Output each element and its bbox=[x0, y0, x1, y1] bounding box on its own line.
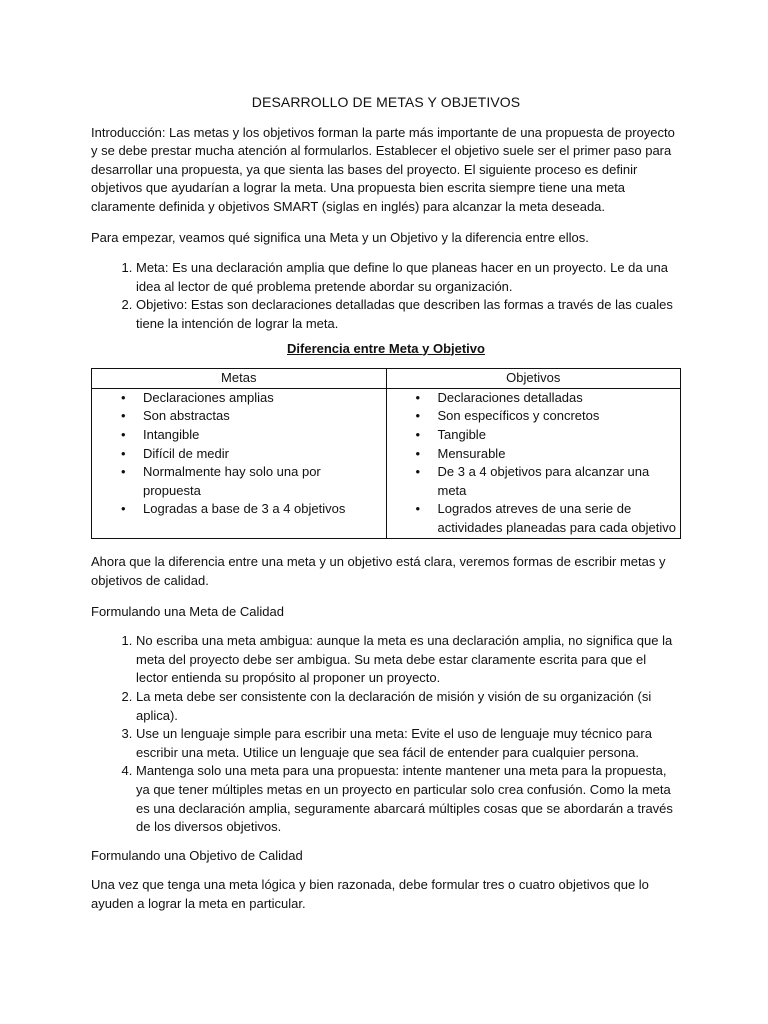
objetivos-list-item: • Mensurable bbox=[438, 445, 677, 464]
objetivos-list-item: • Declaraciones detalladas bbox=[438, 389, 677, 408]
metas-list-item: • Logradas a base de 3 a 4 objetivos bbox=[143, 500, 382, 519]
metas-list bbox=[96, 389, 382, 519]
definition-item-meta: 1. Meta: Es una declaración amplia que define lo que planeas hacer en un proyecto. Le da una idea al lector de qué problema pretende abordar su organización. bbox=[136, 259, 681, 296]
metas-list-item: • Declaraciones amplias bbox=[143, 389, 382, 408]
goal-list-item: 4. Mantenga solo una meta para una propuesta: intente mantener una meta para la propuesta, ya que tener múltiples metas en un proyecto en particular solo crea confusión. Como la meta es una declaración amplia, seguramente abarcará múltiples cosas que se abordarán a través de los diversos objetivos. bbox=[136, 762, 681, 836]
objective-section-heading: Formulando una Objetivo de Calidad bbox=[91, 847, 303, 863]
definitions-list bbox=[91, 259, 681, 333]
metas-list-item: • Normalmente hay solo una por propuesta bbox=[143, 463, 382, 500]
objetivos-list-item: • Logrados atreves de una serie de actividades planeadas para cada objetivo bbox=[438, 500, 677, 537]
goal-section-heading: Formulando una Meta de Calidad bbox=[91, 603, 284, 619]
goal-list-item: 2. La meta debe ser consistente con la declaración de misión y visión de su organización (si aplica). bbox=[136, 688, 681, 725]
objetivos-list-item: • Tangible bbox=[438, 426, 677, 445]
document-title: DESARROLLO DE METAS Y OBJETIVOS bbox=[251, 94, 521, 110]
document-page bbox=[91, 93, 681, 926]
comparison-table bbox=[91, 368, 681, 539]
objetivos-list-item: • De 3 a 4 objetivos para alcanzar una meta bbox=[438, 463, 677, 500]
metas-cell bbox=[92, 388, 387, 539]
goal-list-item: 1. No escriba una meta ambigua: aunque la meta es una declaración amplia, no significa que la meta del proyecto debe ser ambigua. Su meta debe estar claramente escrita para que el lector entienda su propósito al proponer un proyecto. bbox=[136, 632, 681, 688]
objetivos-cell bbox=[386, 388, 681, 539]
after-table-paragraph: Ahora que la diferencia entre una meta y un objetivo está clara, veremos formas de escribir metas y objetivos de calidad. bbox=[91, 554, 666, 589]
table-heading: Diferencia entre Meta y Objetivo bbox=[287, 340, 485, 356]
goal-list bbox=[91, 632, 681, 837]
start-paragraph: Para empezar, veamos qué significa una Meta y un Objetivo y la diferencia entre ellos. bbox=[91, 229, 589, 245]
column-header-metas: Metas bbox=[92, 369, 387, 389]
metas-list-item: • Intangible bbox=[143, 426, 382, 445]
definition-item-objetivo: 2. Objetivo: Estas son declaraciones detalladas que describen las formas a través de las cuales tiene la intención de lograr la meta. bbox=[136, 296, 681, 333]
column-header-objetivos: Objetivos bbox=[386, 369, 681, 389]
objective-section-paragraph: Una vez que tenga una meta lógica y bien razonada, debe formular tres o cuatro objetivos que lo ayuden a lograr la meta en particular. bbox=[91, 877, 649, 911]
metas-list-item: • Son abstractas bbox=[143, 407, 382, 426]
objetivos-list-item: • Son específicos y concretos bbox=[438, 407, 677, 426]
metas-list-item: • Difícil de medir bbox=[143, 445, 382, 464]
intro-paragraph: Introducción: Las metas y los objetivos forman la parte más importante de una propuesta de proyecto y se debe prestar mucha atención al formularlos. Establecer el objetivo suele ser el primer paso para desarrollar una propuesta, ya que sienta las bases del proyecto. El siguiente proceso es definir objetivos que ayudarían a lograr la meta. Una propuesta bien escrita siempre tiene una meta claramente definida y objetivos SMART (siglas en inglés) para alcanzar la meta deseada. bbox=[91, 124, 675, 214]
objetivos-list bbox=[391, 389, 677, 538]
goal-list-item: 3. Use un lenguaje simple para escribir una meta: Evite el uso de lenguaje muy técnico para escribir una meta. Utilice un lenguaje que sea fácil de entender para cualquier persona. bbox=[136, 725, 681, 762]
